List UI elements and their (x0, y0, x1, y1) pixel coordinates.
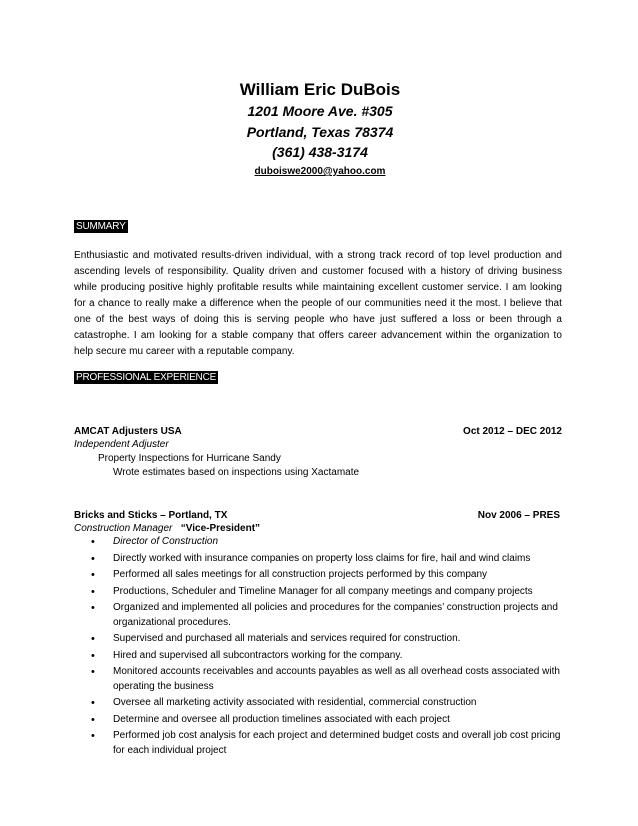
list-item: • Productions, Scheduler and Timeline Manager for all company meetings and company projects (74, 585, 564, 600)
address-line-1: 1201 Moore Ave. #305 (247, 103, 393, 119)
list-item: • Performed all sales meetings for all construction projects performed by this company (74, 568, 564, 583)
job-detail: Property Inspections for Hurricane Sandy (98, 453, 281, 464)
phone-number: (361) 438-3174 (272, 144, 368, 160)
experience-heading: PROFESSIONAL EXPERIENCE (76, 372, 217, 383)
list-item: • Determine and oversee all production timelines associated with each project (74, 713, 564, 728)
job-title-text: Construction Manager (74, 523, 173, 534)
list-item: • Hired and supervised all subcontractors working for the company. (74, 649, 564, 664)
summary-heading: SUMMARY (76, 221, 126, 232)
responsibility-list (74, 535, 564, 760)
job-header-amcat (74, 426, 564, 437)
job-title (74, 439, 169, 450)
email-link[interactable]: duboiswe2000@yahoo.com (254, 166, 386, 177)
list-item: • Organized and implemented all policies and procedures for the companies’ construction projects and organizational procedures. (74, 601, 564, 630)
list-item: • Directly worked with insurance companies on property loss claims for fire, hail and wind claims (74, 552, 564, 567)
address-line-2: Portland, Texas 78374 (246, 124, 394, 140)
list-item: • Monitored accounts receivables and accounts payables as well as all overhead costs associated with operating the business (74, 665, 564, 694)
job-detail: Wrote estimates based on inspections using Xactamate (113, 467, 360, 478)
job-company: Bricks and Sticks – Portland, TX (74, 510, 228, 521)
job-title-extra: “Vice-President” (180, 523, 261, 534)
list-item: • Director of Construction (74, 535, 564, 550)
job-title-text: Independent Adjuster (74, 439, 169, 450)
job-company: AMCAT Adjusters USA (74, 426, 182, 437)
job-dates: Oct 2012 – DEC 2012 (463, 426, 562, 437)
job-header-bricks (74, 510, 564, 521)
list-item: • Supervised and purchased all materials and services required for construction. (74, 632, 564, 647)
candidate-name: William Eric DuBois (239, 80, 401, 99)
list-item: • Performed job cost analysis for each project and determined budget costs and overall job cost pricing for each individual project (74, 729, 564, 758)
job-title (74, 523, 260, 534)
job-dates: Nov 2006 – PRES (477, 510, 560, 521)
list-item: • Oversee all marketing activity associated with residential, commercial construction (74, 696, 564, 711)
summary-text: Enthusiastic and motivated results-driven individual, with a strong track record of top level production and ascending levels of responsibility. Quality driven and customer focused with a history of driving business while producing positive highly profitable results while maintaining excellent customer service. I am looking for a chance to really make a difference when the people of our communities need it the most. I believe that one of the best ways of doing this is serving people who have just suffered a loss or been through a catastrophe. I am looking for a stable company that offers career advancement within the organization to help secure mu career with a reputable company. (74, 250, 562, 357)
